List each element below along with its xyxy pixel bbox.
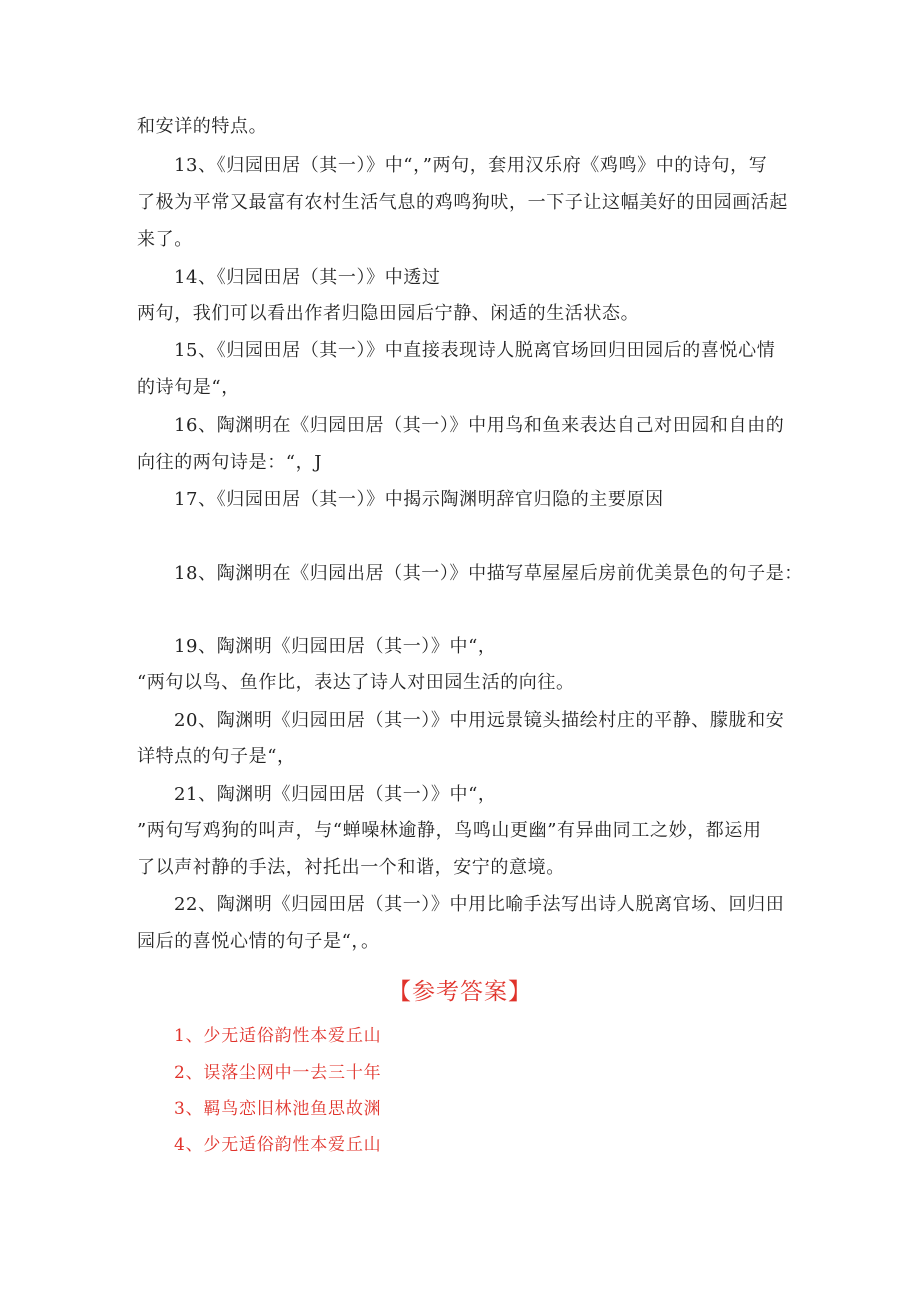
text-line: 来了。 xyxy=(137,229,193,250)
text-line: ”两句写鸡狗的叫声，与“蝉噪林逾静，鸟鸣山更幽”有异曲同工之妙，都运用 xyxy=(137,820,762,841)
text-line: 两句，我们可以看出作者归隐田园后宁静、闲适的生活状态。 xyxy=(137,303,640,324)
text-line: 和安详的特点。 xyxy=(137,116,268,137)
text-line: 园后的喜悦心情的句子是“，。 xyxy=(137,931,380,952)
question-22: 22、陶渊明《归园田居（其一）》中用比喻手法写出诗人脱离官场、回归田 xyxy=(174,894,785,915)
text-line: 向往的两句诗是：“，J xyxy=(137,452,323,473)
answer-item: 4、少无适俗韵性本爱丘山 xyxy=(174,1135,382,1155)
text-line: 的诗句是“， xyxy=(137,377,240,398)
question-16: 16、陶渊明在《归园田居（其一）》中用鸟和鱼来表达自己对田园和自由的 xyxy=(174,415,785,436)
text-line: “两句以鸟、鱼作比，表达了诗人对田园生活的向往。 xyxy=(137,672,575,693)
answer-item: 2、误落尘网中一去三十年 xyxy=(174,1063,382,1083)
question-13: 13、《归园田居（其一）》中“，”两句，套用汉乐府《鸡鸣》中的诗句，写 xyxy=(174,155,768,176)
question-19: 19、陶渊明《归园田居（其一）》中“， xyxy=(174,636,497,657)
text-line: 了以声衬静的手法，衬托出一个和谐，安宁的意境。 xyxy=(137,857,565,878)
text-line: 了极为平常又最富有农村生活气息的鸡鸣狗吠，一下子让这幅美好的田园画活起 xyxy=(137,192,788,213)
question-21: 21、陶渊明《归园田居（其一）》中“， xyxy=(174,784,497,805)
answer-item: 3、羁鸟恋旧林池鱼思故渊 xyxy=(174,1099,382,1119)
question-15: 15、《归园田居（其一）》中直接表现诗人脱离官场回归田园后的喜悦心情 xyxy=(174,340,776,361)
text-line: 详特点的句子是“， xyxy=(137,746,296,767)
question-14: 14、《归园田居（其一）》中透过 xyxy=(174,267,441,288)
answers-heading: 【参考答案】 xyxy=(388,979,532,1005)
question-20: 20、陶渊明《归园田居（其一）》中用远景镜头描绘村庄的平静、朦胧和安 xyxy=(174,710,785,731)
answer-item: 1、少无适俗韵性本爱丘山 xyxy=(174,1026,382,1046)
question-17: 17、《归园田居（其一）》中揭示陶渊明辞官归隐的主要原因 xyxy=(174,489,664,510)
question-18: 18、陶渊明在《归园出居（其一）》中描写草屋屋后房前优美景色的句子是： xyxy=(174,563,803,584)
